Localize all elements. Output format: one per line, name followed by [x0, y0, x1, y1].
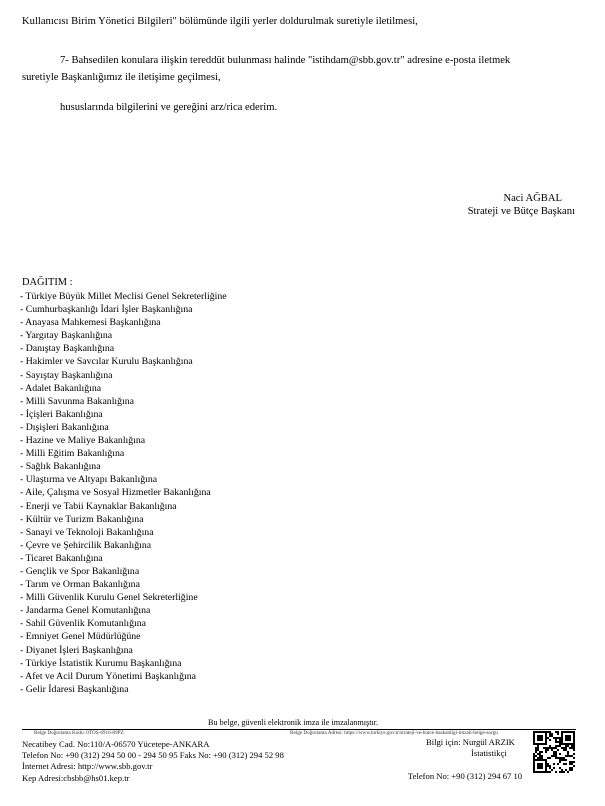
signatory-name: Naci AĞBAL [503, 193, 562, 204]
distribution-item: - Milli Güvenlik Kurulu Genel Sekreterliğine [20, 592, 198, 604]
item-7-line-1: 7- Bahsedilen konulara ilişkin tereddüt bulunması halinde "istihdam@sbb.gov.tr" adresine e-posta iletmek [60, 55, 511, 66]
distribution-item: - Jandarma Genel Komutanlığına [20, 605, 151, 617]
kep-address: Kep Adresi:cbsbb@hs01.kep.tr [22, 773, 130, 783]
distribution-label: DAĞITIM : [22, 277, 73, 288]
distribution-item: - Sanayi ve Teknoloji Bakanlığına [20, 526, 154, 538]
distribution-item: - Çevre ve Şehircilik Bakanlığına [20, 539, 152, 551]
distribution-item: - Gelir İdaresi Başkanlığına [20, 683, 129, 695]
distribution-item: - Cumhurbaşkanlığı İdari İşler Başkanlığına [20, 304, 193, 316]
distribution-item: - Enerji ve Tabii Kaynaklar Bakanlığına [20, 500, 177, 512]
contact-phone: Telefon No: +90 (312) 294 67 10 [408, 771, 523, 781]
verification-code: Belge Doğrulama Kodu: 0TOS-6916-89PZ [34, 730, 124, 736]
distribution-item: - Türkiye Büyük Millet Meclisi Genel Sekreterliğine [20, 291, 227, 302]
phone-fax: Telefon No: +90 (312) 294 50 00 - 294 50 95 Faks No: +90 (312) 294 52 98 [22, 750, 284, 760]
distribution-item: - Anayasa Mahkemesi Başkanlığına [20, 317, 161, 329]
distribution-item: - Hakimler ve Savcılar Kurulu Başkanlığına [20, 356, 193, 368]
distribution-item: - Adalet Bakanlığına [20, 382, 102, 394]
contact-role: İstatistikçi [471, 748, 507, 758]
distribution-item: - Ticaret Bakanlığına [20, 552, 103, 564]
distribution-item: - Yargıtay Başkanlığına [20, 330, 113, 342]
distribution-item: - Sahil Güvenlik Komutanlığına [20, 618, 146, 630]
distribution-item: - İçişleri Bakanlığına [20, 408, 103, 420]
distribution-item: - Milli Eğitim Bakanlığına [20, 448, 125, 460]
distribution-item: - Milli Savunma Bakanlığına [20, 395, 135, 407]
verification-address: Belge Doğrulama Adresi: https://www.turkiye.gov.tr/strateji-ve-butce-baskanligi-imzali-belge-sorgu [290, 730, 498, 736]
signatory-title: Strateji ve Bütçe Başkanı [467, 206, 575, 217]
distribution-item: - Emniyet Genel Müdürlüğüne [20, 631, 141, 643]
paragraph-continuation: Kullanıcısı Birim Yönetici Bilgileri" bölümünde ilgili yerler doldurulmak suretiyle iletilmesi, [22, 16, 418, 27]
distribution-item: - Türkiye İstatistik Kurumu Başkanlığına [20, 657, 182, 669]
esignature-note: Bu belge, güvenli elektronik imza ile imzalanmıştır. [208, 718, 379, 727]
postal-address: Necatibey Cad. No:110/A-06570 Yücetepe-ANKARA [22, 739, 210, 749]
distribution-item: - Danıştay Başkanlığına [20, 343, 115, 355]
distribution-item: - Hazine ve Maliye Bakanlığına [20, 435, 146, 447]
distribution-item: - Ulaştırma ve Altyapı Bakanlığına [20, 474, 158, 486]
distribution-item: - Sayıştay Başkanlığına [20, 369, 113, 381]
distribution-item: - Kültür ve Turizm Bakanlığına [20, 513, 144, 525]
qr-code-icon [533, 731, 575, 773]
distribution-item: - Gençlik ve Spor Bakanlığına [20, 565, 140, 577]
distribution-item: - Diyanet İşleri Başkanlığına [20, 644, 133, 656]
contact-person: Bilgi için: Nurgül ARZIK [426, 737, 515, 747]
distribution-item: - Dışişleri Bakanlığına [20, 421, 109, 433]
closing-sentence: hususlarında bilgilerini ve gereğini arz/rica ederim. [60, 102, 278, 113]
web-address: İnternet Adresi: http://www.sbb.gov.tr [22, 761, 153, 771]
distribution-item: - Tarım ve Orman Bakanlığına [20, 579, 140, 591]
distribution-item: - Sağlık Bakanlığına [20, 461, 101, 473]
item-7-line-2: suretiyle Başkanlığımız ile iletişime geçilmesi, [22, 72, 221, 83]
distribution-list [20, 290, 227, 696]
distribution-item: - Aile, Çalışma ve Sosyal Hizmetler Bakanlığına [20, 487, 211, 499]
distribution-item: - Afet ve Acil Durum Yönetimi Başkanlığına [20, 670, 196, 682]
